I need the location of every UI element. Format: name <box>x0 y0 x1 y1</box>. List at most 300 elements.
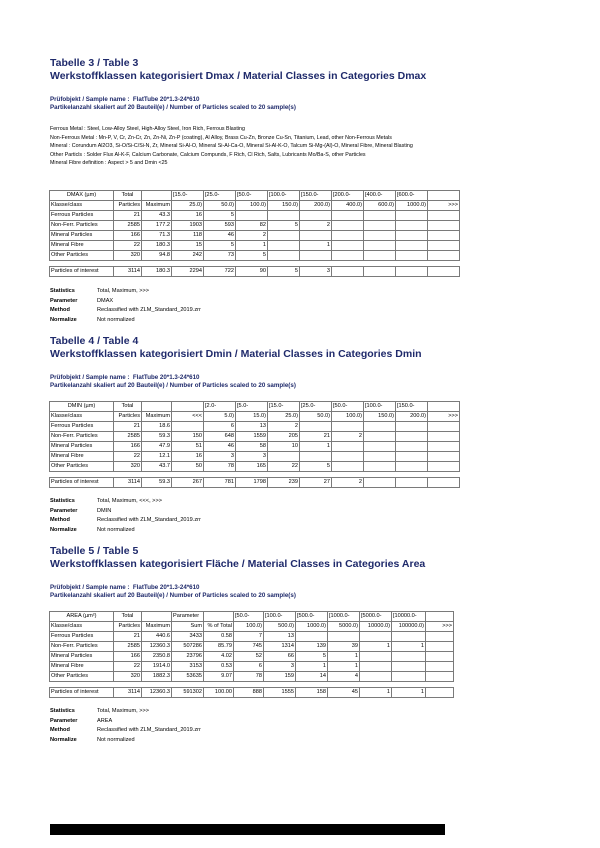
value-cell <box>396 462 428 472</box>
table4-title <box>50 335 422 361</box>
value-cell: 239 <box>268 478 300 488</box>
table-row <box>50 672 454 682</box>
value-cell: [50.0- <box>332 402 364 412</box>
value-cell: 50.0) <box>300 412 332 422</box>
header-row-2 <box>50 412 460 422</box>
row-label-cell: Mineral Particles <box>50 652 114 662</box>
sample-value: FlatTube 20*1.3-24*610 <box>132 374 200 381</box>
value-cell: [5.0- <box>236 402 268 412</box>
value-cell: 71.3 <box>142 231 172 241</box>
scaled-note: Partikelanzahl skaliert auf 20 Bauteil(e) / Number of Particles scaled to 20 sample(s) <box>50 382 296 389</box>
sample-line <box>50 374 296 382</box>
row-label-cell: Mineral Fibre <box>50 452 114 462</box>
total-row <box>50 688 454 698</box>
value-cell <box>426 632 454 642</box>
row-label-cell: Mineral Fibre <box>50 662 114 672</box>
value-cell: 58 <box>236 442 268 452</box>
value-cell: 2 <box>236 231 268 241</box>
value-cell <box>328 632 360 642</box>
table5-stats <box>50 707 201 745</box>
value-cell: 21 <box>114 422 142 432</box>
value-cell: 5 <box>300 462 332 472</box>
value-cell: [500.0- <box>296 612 328 622</box>
value-cell <box>396 452 428 462</box>
row-label-cell: Particles of interest <box>50 267 114 277</box>
value-cell: 47.9 <box>142 442 172 452</box>
value-cell <box>142 402 172 412</box>
value-cell: 2 <box>268 422 300 432</box>
value-cell: >>> <box>428 412 460 422</box>
value-cell <box>396 231 428 241</box>
value-cell: 440.6 <box>142 632 172 642</box>
value-cell: Parameter <box>172 612 204 622</box>
table-row <box>50 652 454 662</box>
value-cell <box>426 612 454 622</box>
value-cell: 10000.0) <box>360 622 392 632</box>
value-cell: 150.0) <box>268 201 300 211</box>
value-cell: 5 <box>268 267 300 277</box>
table3-stats <box>50 287 201 325</box>
value-cell: 3 <box>264 662 296 672</box>
value-cell <box>204 612 234 622</box>
value-cell: 1559 <box>236 432 268 442</box>
value-cell: [400.0- <box>364 191 396 201</box>
table4-title-line1: Tabelle 4 / Table 4 <box>50 335 139 347</box>
value-cell: 158 <box>296 688 328 698</box>
row-label-cell: Klasse/class <box>50 622 114 632</box>
row-label-cell: Particles of interest <box>50 688 114 698</box>
value-cell <box>396 478 428 488</box>
value-cell: 648 <box>204 432 236 442</box>
definition-ferrous: Ferrous Metal : Steel, Low-Alloy Steel, High-Alloy Steel, Iron Rich, Ferrous Blasting <box>50 126 245 132</box>
value-cell: 100.0) <box>332 412 364 422</box>
value-cell: 73 <box>204 251 236 261</box>
value-cell <box>332 211 364 221</box>
row-label-cell: Other Particles <box>50 462 114 472</box>
value-cell: 5 <box>296 652 328 662</box>
value-cell <box>268 231 300 241</box>
value-cell: [100.0- <box>264 612 296 622</box>
value-cell: 888 <box>234 688 264 698</box>
value-cell <box>428 231 460 241</box>
value-cell: 46 <box>204 231 236 241</box>
value-cell: 1000.0) <box>396 201 428 211</box>
value-cell: [50.0- <box>236 191 268 201</box>
value-cell: 43.3 <box>142 211 172 221</box>
value-cell <box>172 402 204 412</box>
value-cell: 166 <box>114 652 142 662</box>
value-cell: 5 <box>204 211 236 221</box>
table-row <box>50 241 460 251</box>
value-cell: Total <box>114 191 142 201</box>
table3-title-line2: Werkstoffklassen kategorisiert Dmax / Material Classes in Categories Dmax <box>50 70 427 82</box>
sample-label: Prüfobjekt / Sample name : <box>50 584 130 591</box>
value-cell: 22 <box>114 452 142 462</box>
normalize-value: Not normalized <box>97 316 135 323</box>
row-label-cell: Other Particles <box>50 672 114 682</box>
row-label-cell: Other Particles <box>50 251 114 261</box>
value-cell: 3433 <box>172 632 204 642</box>
value-cell: 1 <box>300 442 332 452</box>
value-cell <box>428 442 460 452</box>
value-cell: 1 <box>328 652 360 662</box>
value-cell <box>392 662 426 672</box>
value-cell <box>364 432 396 442</box>
value-cell: 1 <box>392 642 426 652</box>
value-cell: 5 <box>204 241 236 251</box>
parameter-value: DMIN <box>97 507 112 514</box>
value-cell <box>364 231 396 241</box>
value-cell <box>332 422 364 432</box>
method-value: Reclassified with ZLM_Standard_2019.zrr <box>97 517 201 523</box>
value-cell: 12.1 <box>142 452 172 462</box>
value-cell <box>364 221 396 231</box>
value-cell: 5 <box>236 251 268 261</box>
value-cell: 166 <box>114 231 142 241</box>
value-cell <box>364 422 396 432</box>
table4-stats <box>50 497 201 535</box>
value-cell: 2294 <box>172 267 204 277</box>
table5-title-line1: Tabelle 5 / Table 5 <box>50 545 139 557</box>
value-cell: 1555 <box>264 688 296 698</box>
total-row <box>50 267 460 277</box>
value-cell: 1 <box>392 688 426 698</box>
parameter-label: Parameter <box>50 717 78 724</box>
value-cell <box>428 251 460 261</box>
value-cell <box>392 632 426 642</box>
value-cell: [100.0- <box>364 402 396 412</box>
value-cell: 177.2 <box>142 221 172 231</box>
sample-line <box>50 96 296 104</box>
value-cell: 50 <box>172 462 204 472</box>
value-cell: 180.3 <box>142 267 172 277</box>
value-cell: 1 <box>360 688 392 698</box>
value-cell <box>428 221 460 231</box>
value-cell <box>396 211 428 221</box>
value-cell: 400.0) <box>332 201 364 211</box>
normalize-label: Normalize <box>50 526 77 533</box>
value-cell: 1 <box>296 662 328 672</box>
value-cell: 100.00 <box>204 688 234 698</box>
value-cell: <<< <box>172 412 204 422</box>
value-cell <box>142 191 172 201</box>
value-cell: 2585 <box>114 642 142 652</box>
value-cell: 14 <box>296 672 328 682</box>
value-cell: 150 <box>172 432 204 442</box>
value-cell: [50.0- <box>234 612 264 622</box>
value-cell: 200.0) <box>396 412 428 422</box>
value-cell: 3114 <box>114 478 142 488</box>
value-cell: [25.0- <box>300 402 332 412</box>
value-cell <box>268 251 300 261</box>
value-cell: 16 <box>172 452 204 462</box>
value-cell: 0.58 <box>204 632 234 642</box>
row-label-cell: Non-Ferr. Particles <box>50 432 114 442</box>
value-cell <box>268 241 300 251</box>
table5-sample-info <box>50 584 296 600</box>
row-label-cell: Mineral Fibre <box>50 241 114 251</box>
table-row <box>50 632 454 642</box>
normalize-value: Not normalized <box>97 736 135 743</box>
row-label-cell: AREA (µm²) <box>50 612 114 622</box>
value-cell <box>332 267 364 277</box>
value-cell: 2 <box>332 432 364 442</box>
value-cell: [5000.0- <box>360 612 392 622</box>
value-cell <box>300 231 332 241</box>
definition-non-ferrous: Non-Ferrous Metal : Mn-P, V, Cr, Zn-Cr, Zn, Zn-Ni, Zn-P (coating), Al Alloy, Brass Cu-Zn, Bronze Cu-Sn, Titanium, Lead, other Non-Ferrous Metals <box>50 134 392 141</box>
value-cell: 12360.3 <box>142 642 172 652</box>
statistics-value: Total, Maximum, >>> <box>97 288 150 294</box>
value-cell: 7 <box>234 632 264 642</box>
value-cell <box>428 267 460 277</box>
value-cell: [150.0- <box>396 402 428 412</box>
value-cell: 5 <box>268 221 300 231</box>
header-row-2 <box>50 622 454 632</box>
value-cell: [10000.0- <box>392 612 426 622</box>
table-row <box>50 221 460 231</box>
normalize-value: Not normalized <box>97 526 135 533</box>
value-cell <box>300 422 332 432</box>
value-cell <box>360 672 392 682</box>
table-row <box>50 422 460 432</box>
value-cell: 781 <box>204 478 236 488</box>
value-cell <box>268 211 300 221</box>
value-cell <box>332 241 364 251</box>
value-cell <box>426 672 454 682</box>
value-cell: 2350.8 <box>142 652 172 662</box>
sample-value: FlatTube 20*1.3-24*610 <box>132 96 200 103</box>
definition-mineral: Mineral : Corundum Al2O3, Si-O/Si-C/Si-N, Zr, Mineral Si-Al-O, Mineral Si-Al-Ca-O, Mineral Si-Al-K-O, Talcum Si-Mg-(Al)-O, Mineral Fibre, Mineral Blasting <box>50 143 413 149</box>
row-label-cell: Ferrous Particles <box>50 422 114 432</box>
value-cell: 27 <box>300 478 332 488</box>
value-cell <box>428 402 460 412</box>
value-cell: 39 <box>328 642 360 652</box>
table-row <box>50 642 454 652</box>
value-cell: Particles <box>114 412 142 422</box>
row-label-cell: DMIN (µm) <box>50 402 114 412</box>
value-cell: Maximum <box>142 201 172 211</box>
value-cell: 2 <box>300 221 332 231</box>
method-value: Reclassified with ZLM_Standard_2019.zrr <box>97 727 201 733</box>
value-cell: 6 <box>234 662 264 672</box>
definition-other: Other Particls : Solder Flux Al-K-F, Calcium Carbonate, Calcium Compunds, F Rich, Cl Rich, Salts, Lubricants Mo/Ba-S, other Particles <box>50 151 366 158</box>
value-cell: 21 <box>114 211 142 221</box>
value-cell: 13 <box>264 632 296 642</box>
value-cell: 3 <box>236 452 268 462</box>
value-cell: 52 <box>234 652 264 662</box>
value-cell: [25.0- <box>204 191 236 201</box>
value-cell <box>360 632 392 642</box>
value-cell: [100.0- <box>268 191 300 201</box>
value-cell: 21 <box>114 632 142 642</box>
value-cell: 722 <box>204 267 236 277</box>
table-row <box>50 231 460 241</box>
value-cell: 1 <box>300 241 332 251</box>
table5-grid <box>49 611 454 698</box>
value-cell <box>364 442 396 452</box>
method-label: Method <box>50 307 70 313</box>
table-row <box>50 662 454 672</box>
value-cell: Particles <box>114 622 142 632</box>
value-cell: 3 <box>300 267 332 277</box>
value-cell: [2.0- <box>204 402 236 412</box>
normalize-label: Normalize <box>50 316 77 323</box>
value-cell <box>142 612 172 622</box>
value-cell <box>364 267 396 277</box>
value-cell <box>428 422 460 432</box>
value-cell <box>332 251 364 261</box>
value-cell: 1314 <box>264 642 296 652</box>
scaled-note: Partikelanzahl skaliert auf 20 Bauteil(e) / Number of Particles scaled to 20 sample(s) <box>50 592 296 599</box>
table3-grid <box>49 190 460 277</box>
value-cell <box>300 452 332 462</box>
normalize-label: Normalize <box>50 736 77 743</box>
method-label: Method <box>50 727 70 733</box>
value-cell: 1903 <box>172 221 204 231</box>
value-cell <box>236 211 268 221</box>
value-cell: Particles <box>114 201 142 211</box>
value-cell <box>364 452 396 462</box>
row-label-cell: Ferrous Particles <box>50 632 114 642</box>
value-cell: 100.0) <box>236 201 268 211</box>
value-cell: 85.79 <box>204 642 234 652</box>
value-cell: 90 <box>236 267 268 277</box>
value-cell: 1 <box>236 241 268 251</box>
value-cell: 46 <box>204 442 236 452</box>
value-cell <box>332 452 364 462</box>
sample-label: Prüfobjekt / Sample name : <box>50 374 130 381</box>
value-cell: 205 <box>268 432 300 442</box>
value-cell: 320 <box>114 672 142 682</box>
sample-value: FlatTube 20*1.3-24*610 <box>132 584 200 591</box>
value-cell: 320 <box>114 462 142 472</box>
value-cell: 25.0) <box>172 201 204 211</box>
value-cell <box>364 462 396 472</box>
value-cell: 500.0) <box>264 622 296 632</box>
value-cell: 3114 <box>114 267 142 277</box>
value-cell: Total <box>114 402 142 412</box>
value-cell <box>428 462 460 472</box>
method-value: Reclassified with ZLM_Standard_2019.zrr <box>97 307 201 313</box>
value-cell <box>332 462 364 472</box>
value-cell <box>364 241 396 251</box>
value-cell <box>396 442 428 452</box>
value-cell <box>426 652 454 662</box>
value-cell: 5.0) <box>204 412 236 422</box>
sample-label: Prüfobjekt / Sample name : <box>50 96 130 103</box>
value-cell <box>364 478 396 488</box>
definition-mineral-fibre: Mineral Fibre definition : Aspect > 5 and Dmin <25 <box>50 160 168 166</box>
sample-line <box>50 584 296 592</box>
statistics-label: Statistics <box>50 708 75 714</box>
value-cell: 242 <box>172 251 204 261</box>
value-cell: 13 <box>236 422 268 432</box>
value-cell <box>296 632 328 642</box>
value-cell: 2585 <box>114 221 142 231</box>
value-cell: 3114 <box>114 688 142 698</box>
value-cell: 166 <box>114 442 142 452</box>
row-label-cell: Mineral Particles <box>50 442 114 452</box>
parameter-label: Parameter <box>50 297 78 304</box>
row-label-cell: Non-Ferr. Particles <box>50 642 114 652</box>
value-cell <box>426 642 454 652</box>
value-cell <box>426 662 454 672</box>
value-cell <box>428 241 460 251</box>
value-cell: 267 <box>172 478 204 488</box>
value-cell: 159 <box>264 672 296 682</box>
value-cell <box>332 231 364 241</box>
value-cell: 745 <box>234 642 264 652</box>
row-label-cell: DMAX (µm) <box>50 191 114 201</box>
value-cell: 82 <box>236 221 268 231</box>
table-row <box>50 442 460 452</box>
value-cell <box>428 432 460 442</box>
value-cell: 165 <box>236 462 268 472</box>
header-row-1 <box>50 402 460 412</box>
value-cell: 22 <box>114 662 142 672</box>
value-cell: 1798 <box>236 478 268 488</box>
value-cell: 4 <box>328 672 360 682</box>
value-cell: [15.0- <box>268 402 300 412</box>
value-cell <box>396 251 428 261</box>
table-row <box>50 452 460 462</box>
row-label-cell: Ferrous Particles <box>50 211 114 221</box>
value-cell: 3 <box>204 452 236 462</box>
value-cell: 16 <box>172 211 204 221</box>
value-cell: [600.0- <box>396 191 428 201</box>
value-cell: >>> <box>426 622 454 632</box>
value-cell: 600.0) <box>364 201 396 211</box>
value-cell: 1882.3 <box>142 672 172 682</box>
value-cell: 593 <box>204 221 236 231</box>
value-cell: 100.0) <box>234 622 264 632</box>
value-cell: 118 <box>172 231 204 241</box>
table-row <box>50 432 460 442</box>
value-cell: 5000.0) <box>328 622 360 632</box>
parameter-value: AREA <box>97 717 113 724</box>
value-cell <box>300 251 332 261</box>
statistics-label: Statistics <box>50 288 75 294</box>
value-cell <box>364 211 396 221</box>
value-cell: 12360.3 <box>142 688 172 698</box>
value-cell <box>396 422 428 432</box>
value-cell <box>428 452 460 462</box>
table-row <box>50 211 460 221</box>
value-cell: 43.7 <box>142 462 172 472</box>
value-cell: 1 <box>328 662 360 672</box>
value-cell: 51 <box>172 442 204 452</box>
value-cell: 591302 <box>172 688 204 698</box>
value-cell: 2 <box>332 478 364 488</box>
table4-sample-info <box>50 374 296 390</box>
header-row-1 <box>50 191 460 201</box>
statistics-value: Total, Maximum, <<<, >>> <box>97 498 162 504</box>
statistics-value: Total, Maximum, >>> <box>97 708 150 714</box>
value-cell: 78 <box>204 462 236 472</box>
value-cell <box>396 221 428 231</box>
value-cell: % of Total <box>204 622 234 632</box>
value-cell: 15.0) <box>236 412 268 422</box>
table3-title <box>50 57 426 83</box>
value-cell: 6 <box>204 422 236 432</box>
value-cell: Maximum <box>142 412 172 422</box>
header-row-1 <box>50 612 454 622</box>
value-cell <box>268 452 300 462</box>
value-cell <box>392 652 426 662</box>
row-label-cell: Klasse/class <box>50 201 114 211</box>
value-cell: 50.0) <box>204 201 236 211</box>
value-cell: 4.02 <box>204 652 234 662</box>
